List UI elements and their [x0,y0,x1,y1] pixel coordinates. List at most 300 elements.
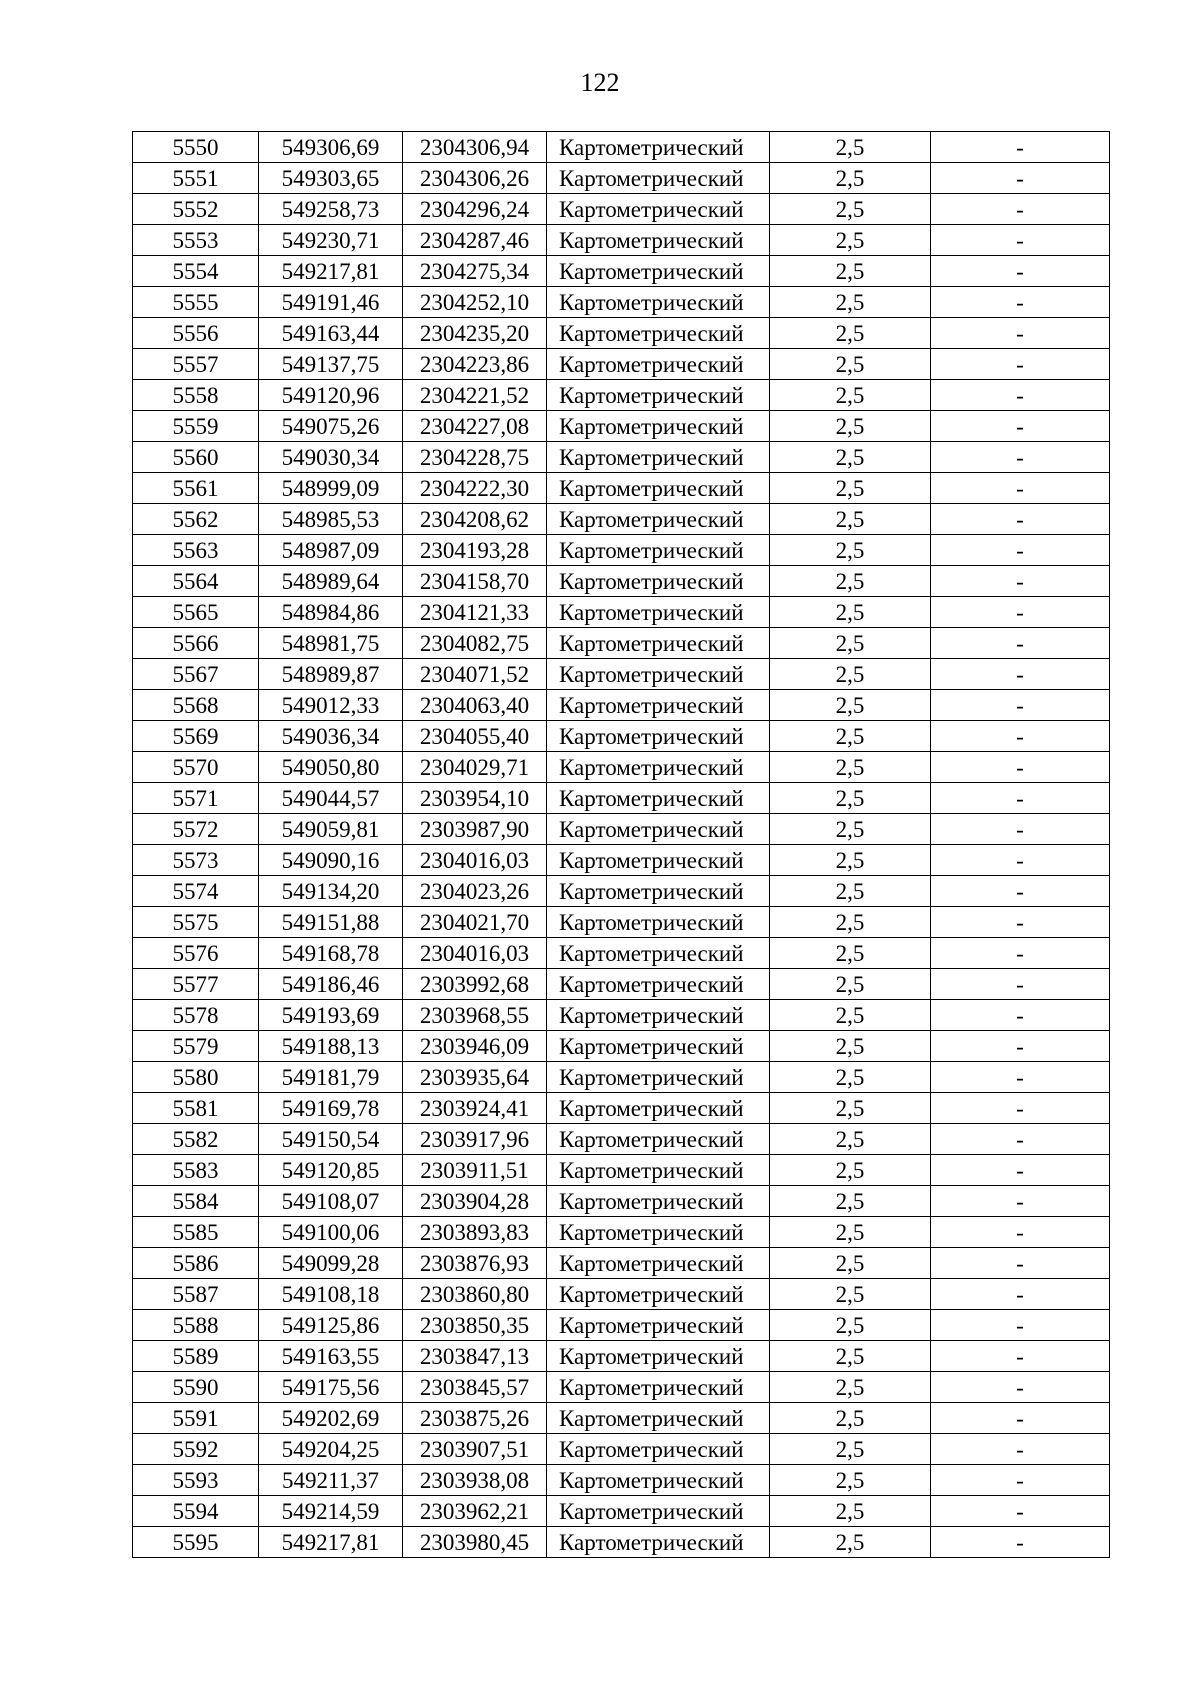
cell-x-coordinate: 549120,85 [259,1155,403,1186]
cell-x-coordinate: 549030,34 [259,442,403,473]
cell-point-number: 5582 [133,1124,259,1155]
cell-point-number: 5569 [133,721,259,752]
cell-method: Картометрический [547,969,770,1000]
cell-point-number: 5584 [133,1186,259,1217]
table-row [133,194,1110,225]
cell-y-coordinate: 2304121,33 [403,597,547,628]
cell-accuracy: 2,5 [770,318,931,349]
cell-point-number: 5567 [133,659,259,690]
cell-y-coordinate: 2303992,68 [403,969,547,1000]
cell-point-number: 5552 [133,194,259,225]
cell-x-coordinate: 549059,81 [259,814,403,845]
cell-x-coordinate: 549163,44 [259,318,403,349]
cell-x-coordinate: 549214,59 [259,1496,403,1527]
cell-point-number: 5572 [133,814,259,845]
cell-accuracy: 2,5 [770,1527,931,1558]
cell-accuracy: 2,5 [770,1279,931,1310]
table-row [133,876,1110,907]
cell-note: - [931,690,1110,721]
cell-method: Картометрический [547,163,770,194]
cell-accuracy: 2,5 [770,1372,931,1403]
cell-accuracy: 2,5 [770,1341,931,1372]
cell-x-coordinate: 549050,80 [259,752,403,783]
cell-accuracy: 2,5 [770,1031,931,1062]
table-row [133,132,1110,163]
table-row [133,1124,1110,1155]
cell-y-coordinate: 2304221,52 [403,380,547,411]
cell-note: - [931,1062,1110,1093]
cell-x-coordinate: 549181,79 [259,1062,403,1093]
cell-y-coordinate: 2303946,09 [403,1031,547,1062]
cell-point-number: 5578 [133,1000,259,1031]
cell-x-coordinate: 548987,09 [259,535,403,566]
cell-accuracy: 2,5 [770,597,931,628]
cell-x-coordinate: 549306,69 [259,132,403,163]
cell-method: Картометрический [547,876,770,907]
cell-x-coordinate: 548989,87 [259,659,403,690]
cell-accuracy: 2,5 [770,287,931,318]
cell-note: - [931,814,1110,845]
cell-note: - [931,225,1110,256]
cell-x-coordinate: 549193,69 [259,1000,403,1031]
cell-note: - [931,907,1110,938]
cell-y-coordinate: 2304227,08 [403,411,547,442]
table-row [133,845,1110,876]
cell-accuracy: 2,5 [770,225,931,256]
table-row [133,969,1110,1000]
cell-x-coordinate: 549230,71 [259,225,403,256]
cell-point-number: 5565 [133,597,259,628]
cell-note: - [931,411,1110,442]
cell-method: Картометрический [547,1155,770,1186]
cell-note: - [931,1124,1110,1155]
cell-method: Картометрический [547,1465,770,1496]
cell-point-number: 5577 [133,969,259,1000]
table-row [133,659,1110,690]
cell-point-number: 5591 [133,1403,259,1434]
cell-note: - [931,349,1110,380]
table-row [133,1403,1110,1434]
cell-method: Картометрический [547,1279,770,1310]
table-row [133,473,1110,504]
cell-note: - [931,1403,1110,1434]
table-row [133,1062,1110,1093]
cell-note: - [931,969,1110,1000]
cell-note: - [931,473,1110,504]
cell-method: Картометрический [547,287,770,318]
cell-note: - [931,938,1110,969]
cell-accuracy: 2,5 [770,845,931,876]
cell-point-number: 5557 [133,349,259,380]
cell-x-coordinate: 549169,78 [259,1093,403,1124]
cell-accuracy: 2,5 [770,628,931,659]
cell-point-number: 5554 [133,256,259,287]
cell-y-coordinate: 2304029,71 [403,752,547,783]
cell-note: - [931,1217,1110,1248]
cell-method: Картометрический [547,690,770,721]
cell-note: - [931,1496,1110,1527]
table-row [133,1434,1110,1465]
table-row [133,1372,1110,1403]
table-row [133,1155,1110,1186]
table-row [133,256,1110,287]
cell-point-number: 5593 [133,1465,259,1496]
table-row [133,566,1110,597]
cell-y-coordinate: 2303850,35 [403,1310,547,1341]
cell-note: - [931,504,1110,535]
cell-accuracy: 2,5 [770,1434,931,1465]
cell-method: Картометрический [547,411,770,442]
cell-method: Картометрический [547,1093,770,1124]
cell-y-coordinate: 2303968,55 [403,1000,547,1031]
cell-y-coordinate: 2304158,70 [403,566,547,597]
cell-x-coordinate: 549186,46 [259,969,403,1000]
cell-y-coordinate: 2304275,34 [403,256,547,287]
table-row [133,1527,1110,1558]
table-row [133,1186,1110,1217]
cell-accuracy: 2,5 [770,1496,931,1527]
cell-note: - [931,628,1110,659]
cell-note: - [931,535,1110,566]
cell-y-coordinate: 2304016,03 [403,938,547,969]
table-row [133,1093,1110,1124]
table-row [133,1217,1110,1248]
cell-point-number: 5581 [133,1093,259,1124]
cell-x-coordinate: 549075,26 [259,411,403,442]
cell-accuracy: 2,5 [770,163,931,194]
cell-x-coordinate: 549303,65 [259,163,403,194]
cell-y-coordinate: 2304252,10 [403,287,547,318]
cell-x-coordinate: 549163,55 [259,1341,403,1372]
cell-x-coordinate: 548989,64 [259,566,403,597]
cell-x-coordinate: 549211,37 [259,1465,403,1496]
cell-note: - [931,1465,1110,1496]
cell-accuracy: 2,5 [770,721,931,752]
cell-note: - [931,1248,1110,1279]
cell-y-coordinate: 2304228,75 [403,442,547,473]
cell-method: Картометрический [547,1496,770,1527]
cell-y-coordinate: 2303987,90 [403,814,547,845]
cell-y-coordinate: 2304063,40 [403,690,547,721]
cell-note: - [931,442,1110,473]
cell-point-number: 5560 [133,442,259,473]
cell-method: Картометрический [547,1434,770,1465]
cell-accuracy: 2,5 [770,783,931,814]
cell-x-coordinate: 549036,34 [259,721,403,752]
cell-y-coordinate: 2304222,30 [403,473,547,504]
cell-method: Картометрический [547,1062,770,1093]
cell-y-coordinate: 2304016,03 [403,845,547,876]
cell-method: Картометрический [547,783,770,814]
cell-y-coordinate: 2303924,41 [403,1093,547,1124]
cell-method: Картометрический [547,628,770,659]
cell-point-number: 5558 [133,380,259,411]
cell-accuracy: 2,5 [770,1093,931,1124]
cell-y-coordinate: 2304208,62 [403,504,547,535]
cell-point-number: 5583 [133,1155,259,1186]
cell-note: - [931,318,1110,349]
cell-method: Картометрический [547,1217,770,1248]
cell-note: - [931,1000,1110,1031]
cell-point-number: 5566 [133,628,259,659]
cell-note: - [931,783,1110,814]
cell-accuracy: 2,5 [770,876,931,907]
cell-method: Картометрический [547,845,770,876]
cell-point-number: 5576 [133,938,259,969]
cell-y-coordinate: 2303860,80 [403,1279,547,1310]
cell-x-coordinate: 549188,13 [259,1031,403,1062]
table-row [133,690,1110,721]
cell-method: Картометрический [547,721,770,752]
cell-method: Картометрический [547,938,770,969]
cell-method: Картометрический [547,132,770,163]
cell-y-coordinate: 2304055,40 [403,721,547,752]
cell-y-coordinate: 2303911,51 [403,1155,547,1186]
cell-method: Картометрический [547,1031,770,1062]
table-row [133,721,1110,752]
cell-accuracy: 2,5 [770,380,931,411]
cell-y-coordinate: 2303875,26 [403,1403,547,1434]
table-row [133,1279,1110,1310]
table-row [133,163,1110,194]
cell-note: - [931,1372,1110,1403]
cell-x-coordinate: 548981,75 [259,628,403,659]
cell-note: - [931,1279,1110,1310]
cell-accuracy: 2,5 [770,1062,931,1093]
cell-y-coordinate: 2304296,24 [403,194,547,225]
cell-point-number: 5592 [133,1434,259,1465]
cell-point-number: 5574 [133,876,259,907]
table-row [133,597,1110,628]
cell-method: Картометрический [547,442,770,473]
cell-x-coordinate: 549258,73 [259,194,403,225]
coordinates-table-body [133,132,1110,1558]
cell-note: - [931,287,1110,318]
cell-method: Картометрический [547,752,770,783]
cell-accuracy: 2,5 [770,1465,931,1496]
cell-method: Картометрический [547,1248,770,1279]
cell-accuracy: 2,5 [770,1248,931,1279]
cell-method: Картометрический [547,535,770,566]
cell-point-number: 5564 [133,566,259,597]
cell-y-coordinate: 2303876,93 [403,1248,547,1279]
cell-x-coordinate: 548985,53 [259,504,403,535]
cell-point-number: 5579 [133,1031,259,1062]
cell-accuracy: 2,5 [770,566,931,597]
cell-point-number: 5594 [133,1496,259,1527]
cell-accuracy: 2,5 [770,1310,931,1341]
cell-accuracy: 2,5 [770,752,931,783]
cell-accuracy: 2,5 [770,969,931,1000]
cell-note: - [931,380,1110,411]
table-row [133,938,1110,969]
cell-point-number: 5595 [133,1527,259,1558]
cell-accuracy: 2,5 [770,1186,931,1217]
cell-method: Картометрический [547,659,770,690]
cell-y-coordinate: 2304306,94 [403,132,547,163]
table-row [133,1031,1110,1062]
cell-note: - [931,1155,1110,1186]
cell-note: - [931,256,1110,287]
cell-note: - [931,1031,1110,1062]
table-row [133,504,1110,535]
cell-method: Картометрический [547,1372,770,1403]
cell-accuracy: 2,5 [770,659,931,690]
cell-x-coordinate: 549168,78 [259,938,403,969]
cell-accuracy: 2,5 [770,938,931,969]
cell-point-number: 5570 [133,752,259,783]
cell-method: Картометрический [547,566,770,597]
coordinates-table [132,131,1110,1558]
cell-method: Картометрический [547,1000,770,1031]
cell-x-coordinate: 549150,54 [259,1124,403,1155]
cell-point-number: 5562 [133,504,259,535]
cell-note: - [931,752,1110,783]
cell-x-coordinate: 549204,25 [259,1434,403,1465]
cell-note: - [931,1341,1110,1372]
table-row [133,628,1110,659]
cell-y-coordinate: 2304082,75 [403,628,547,659]
cell-method: Картометрический [547,504,770,535]
cell-point-number: 5551 [133,163,259,194]
cell-x-coordinate: 549125,86 [259,1310,403,1341]
cell-point-number: 5561 [133,473,259,504]
cell-y-coordinate: 2303938,08 [403,1465,547,1496]
cell-x-coordinate: 549217,81 [259,256,403,287]
cell-point-number: 5575 [133,907,259,938]
cell-accuracy: 2,5 [770,690,931,721]
table-row [133,1248,1110,1279]
cell-point-number: 5587 [133,1279,259,1310]
cell-y-coordinate: 2303893,83 [403,1217,547,1248]
cell-x-coordinate: 549108,07 [259,1186,403,1217]
cell-x-coordinate: 549134,20 [259,876,403,907]
cell-y-coordinate: 2304071,52 [403,659,547,690]
cell-note: - [931,597,1110,628]
table-row [133,442,1110,473]
cell-y-coordinate: 2303954,10 [403,783,547,814]
cell-x-coordinate: 549044,57 [259,783,403,814]
cell-y-coordinate: 2303847,13 [403,1341,547,1372]
cell-x-coordinate: 549108,18 [259,1279,403,1310]
cell-accuracy: 2,5 [770,1217,931,1248]
cell-accuracy: 2,5 [770,132,931,163]
cell-accuracy: 2,5 [770,442,931,473]
table-row [133,907,1110,938]
cell-note: - [931,845,1110,876]
cell-note: - [931,721,1110,752]
cell-method: Картометрический [547,1341,770,1372]
cell-point-number: 5555 [133,287,259,318]
table-row [133,814,1110,845]
cell-method: Картометрический [547,1527,770,1558]
cell-point-number: 5556 [133,318,259,349]
cell-method: Картометрический [547,907,770,938]
cell-note: - [931,1093,1110,1124]
table-row [133,1000,1110,1031]
cell-y-coordinate: 2304193,28 [403,535,547,566]
cell-point-number: 5580 [133,1062,259,1093]
cell-y-coordinate: 2304287,46 [403,225,547,256]
cell-point-number: 5585 [133,1217,259,1248]
cell-point-number: 5586 [133,1248,259,1279]
cell-x-coordinate: 549090,16 [259,845,403,876]
cell-method: Картометрический [547,194,770,225]
cell-y-coordinate: 2303907,51 [403,1434,547,1465]
cell-note: - [931,876,1110,907]
table-row [133,535,1110,566]
cell-method: Картометрический [547,1310,770,1341]
cell-accuracy: 2,5 [770,1403,931,1434]
table-row [133,783,1110,814]
cell-point-number: 5568 [133,690,259,721]
table-row [133,349,1110,380]
cell-x-coordinate: 549217,81 [259,1527,403,1558]
cell-x-coordinate: 549191,46 [259,287,403,318]
cell-accuracy: 2,5 [770,1155,931,1186]
cell-x-coordinate: 549099,28 [259,1248,403,1279]
cell-point-number: 5559 [133,411,259,442]
cell-point-number: 5563 [133,535,259,566]
cell-y-coordinate: 2304021,70 [403,907,547,938]
page-number: 122 [580,68,620,97]
cell-method: Картометрический [547,1124,770,1155]
cell-method: Картометрический [547,597,770,628]
cell-point-number: 5550 [133,132,259,163]
table-row [133,1465,1110,1496]
cell-accuracy: 2,5 [770,814,931,845]
cell-x-coordinate: 549175,56 [259,1372,403,1403]
cell-note: - [931,659,1110,690]
table-row [133,411,1110,442]
cell-y-coordinate: 2304235,20 [403,318,547,349]
cell-method: Картометрический [547,349,770,380]
cell-method: Картометрический [547,380,770,411]
cell-accuracy: 2,5 [770,535,931,566]
cell-x-coordinate: 549137,75 [259,349,403,380]
cell-y-coordinate: 2303962,21 [403,1496,547,1527]
cell-accuracy: 2,5 [770,349,931,380]
cell-note: - [931,1527,1110,1558]
cell-x-coordinate: 549202,69 [259,1403,403,1434]
table-row [133,1341,1110,1372]
cell-x-coordinate: 549120,96 [259,380,403,411]
cell-note: - [931,1310,1110,1341]
cell-y-coordinate: 2303917,96 [403,1124,547,1155]
cell-method: Картометрический [547,318,770,349]
cell-point-number: 5589 [133,1341,259,1372]
cell-accuracy: 2,5 [770,473,931,504]
cell-accuracy: 2,5 [770,411,931,442]
cell-note: - [931,163,1110,194]
cell-accuracy: 2,5 [770,907,931,938]
cell-y-coordinate: 2303904,28 [403,1186,547,1217]
cell-accuracy: 2,5 [770,194,931,225]
cell-note: - [931,1186,1110,1217]
cell-y-coordinate: 2303980,45 [403,1527,547,1558]
cell-method: Картометрический [547,814,770,845]
cell-accuracy: 2,5 [770,504,931,535]
cell-accuracy: 2,5 [770,1000,931,1031]
cell-x-coordinate: 548999,09 [259,473,403,504]
table-row [133,318,1110,349]
cell-point-number: 5588 [133,1310,259,1341]
cell-note: - [931,1434,1110,1465]
table-row [133,225,1110,256]
cell-note: - [931,194,1110,225]
cell-y-coordinate: 2303935,64 [403,1062,547,1093]
cell-point-number: 5571 [133,783,259,814]
